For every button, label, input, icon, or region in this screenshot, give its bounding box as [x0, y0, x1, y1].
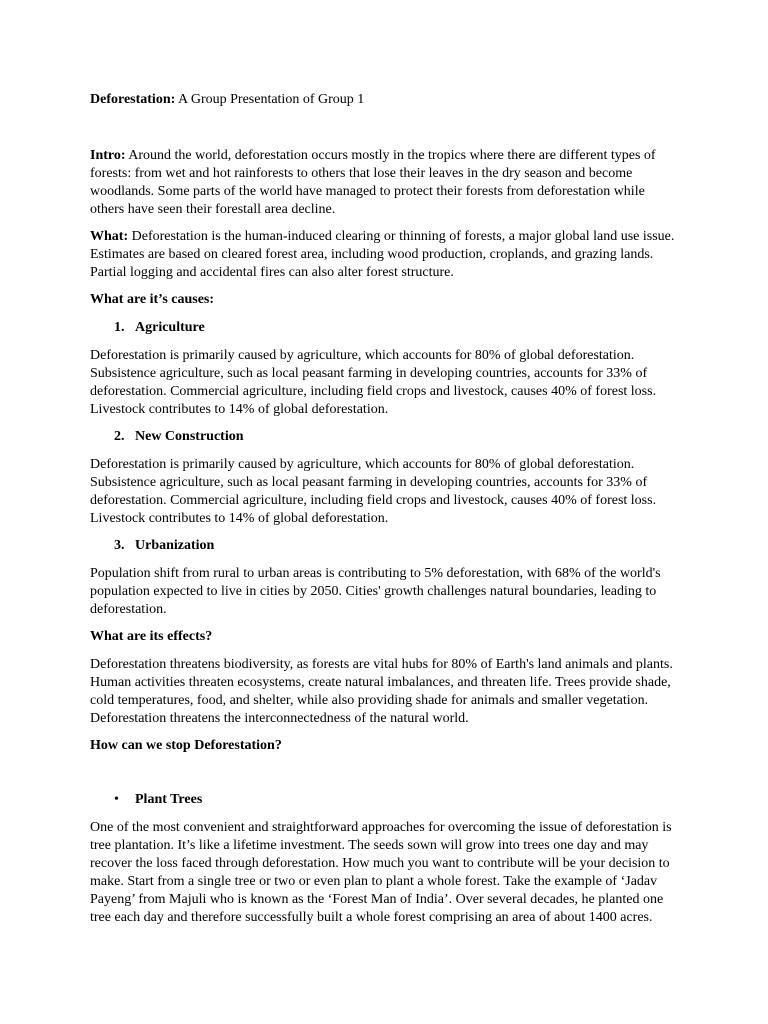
- causes-heading: What are it’s causes:: [90, 292, 215, 307]
- effects-paragraph: Deforestation threatens biodiversity, as forests are vital hubs for 80% of Earth's land animals and plants. Human activities threaten ecosystems, create natural imbalances, and threaten life. Trees provide shade, cold temperatures, food, and shelter, while also providing shade for animals and smaller vegetation. Deforestation threatens the interconnectedness of the natural world.: [90, 657, 673, 726]
- title-bold: Deforestation:: [90, 92, 176, 107]
- cause-title: [90, 537, 678, 555]
- document-page: [90, 91, 678, 936]
- cause-title: [90, 428, 678, 446]
- stop-heading: How can we stop Deforestation?: [90, 738, 282, 753]
- title-rest: A Group Presentation of Group 1: [175, 92, 365, 107]
- bullet-title: Plant Trees: [135, 792, 203, 807]
- cause-paragraph: Population shift from rural to urban areas is contributing to 5% deforestation, with 68% of the world's population expected to live in cities by 2050. Cities' growth challenges natural boundaries, leading to deforestation.: [90, 566, 661, 617]
- document-title: [90, 91, 678, 109]
- what-label: What:: [90, 229, 129, 244]
- cause-title-text: Urbanization: [135, 538, 215, 553]
- cause-title-text: New Construction: [135, 429, 244, 444]
- intro-label: Intro:: [90, 148, 126, 163]
- intro-text: Around the world, deforestation occurs mostly in the tropics where there are different types of forests: from wet and hot rainforests to others that lose their leaves in the dry season and become woodlands. Some parts of the world have managed to protect their forests from deforestation while others have seen their forestall area decline.: [90, 148, 656, 217]
- intro-paragraph: [90, 147, 678, 219]
- cause-title: [90, 319, 678, 337]
- plant-paragraph: One of the most convenient and straightforward approaches for overcoming the issue of deforestation is tree plantation. It’s like a lifetime investment. The seeds sown will grow into trees one day and may recover the loss faced through deforestation. How much you want to contribute will be your decision to make. Start from a single tree or two or even plan to plant a whole forest. Take the example of ‘Jadav Payeng’ from Majuli who is known as the ‘Forest Man of India’. Over several decades, he planted one tree each day and therefore successfully built a whole forest comprising an area of about 1400 acres.: [90, 820, 672, 925]
- cause-paragraph: Deforestation is primarily caused by agriculture, which accounts for 80% of global deforestation. Subsistence agriculture, such as local peasant farming in developing countries, accounts for 33% of deforestation. Commercial agriculture, including field crops and livestock, causes 40% of forest loss. Livestock contributes to 14% of global deforestation.: [90, 348, 657, 417]
- what-paragraph: [90, 228, 678, 282]
- cause-number: 2.: [114, 429, 125, 444]
- effects-heading: What are its effects?: [90, 629, 213, 644]
- bullet-item-plant-trees: [90, 791, 678, 809]
- cause-paragraph: Deforestation is primarily caused by agriculture, which accounts for 80% of global deforestation. Subsistence agriculture, such as local peasant farming in developing countries, accounts for 33% of deforestation. Commercial agriculture, including field crops and livestock, causes 40% of forest loss. Livestock contributes to 14% of global deforestation.: [90, 457, 657, 526]
- bullet-icon: •: [114, 792, 119, 807]
- cause-number: 3.: [114, 538, 125, 553]
- what-text: Deforestation is the human-induced clearing or thinning of forests, a major global land use issue. Estimates are based on cleared forest area, including wood production, croplands, and grazing lands. Partial logging and accidental fires can also alter forest structure.: [90, 229, 675, 280]
- cause-number: 1.: [114, 320, 125, 335]
- cause-title-text: Agriculture: [135, 320, 205, 335]
